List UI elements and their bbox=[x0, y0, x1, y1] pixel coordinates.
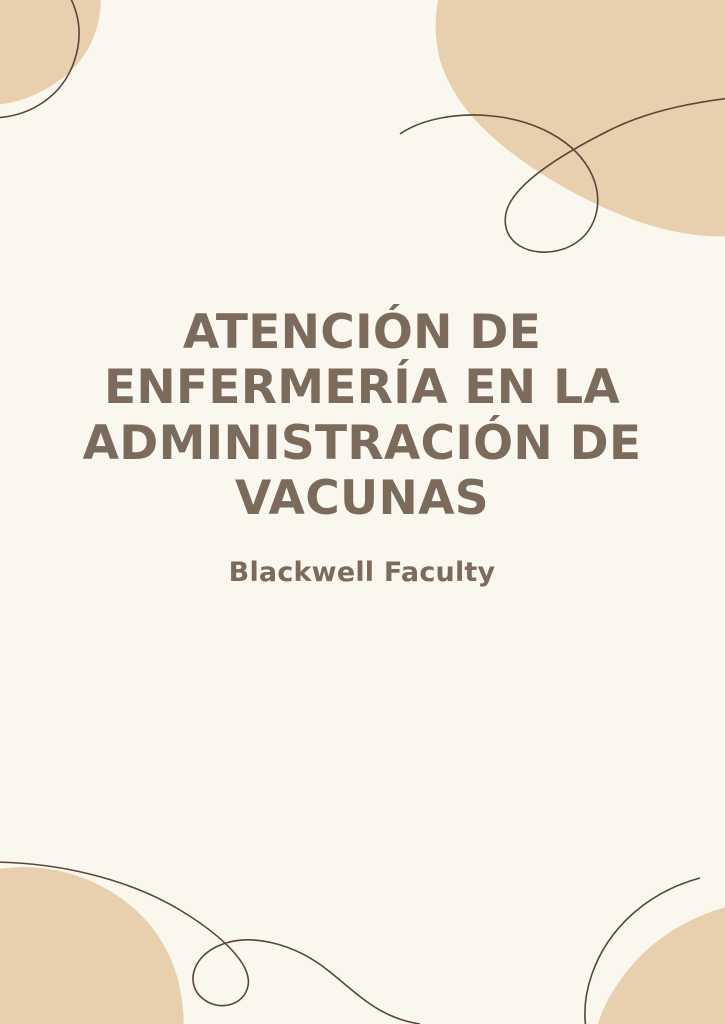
page-title: ATENCIÓN DE ENFERMERÍA EN LA ADMINISTRACIÓN DE VACUNAS bbox=[82, 305, 642, 527]
title-block bbox=[62, 305, 662, 588]
page-subtitle: Blackwell Faculty bbox=[228, 556, 496, 588]
